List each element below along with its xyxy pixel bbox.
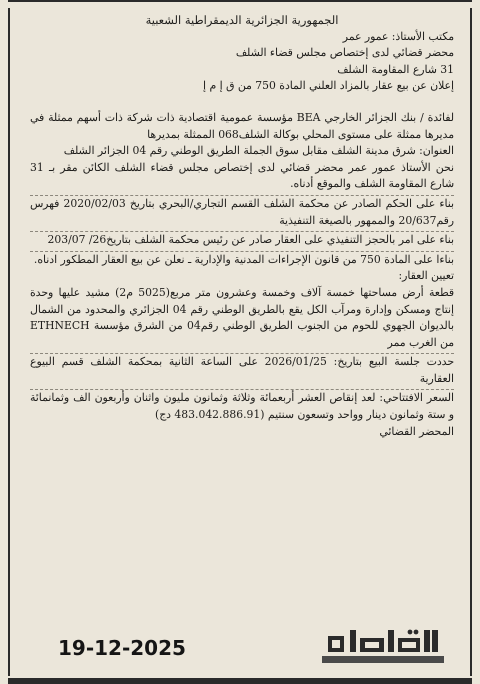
- publication-date: 19-12-2025: [58, 636, 186, 660]
- property-description: قطعة أرض مساحتها خمسة آلاف وخمسة وعشرون متر مربع(5025 م2) مشيد عليها وحدة إنتاج ومسكن وإدارة ومرآب الكل يقع بالطريق الوطني رقم 04 الجزائري والمحدود من الشمال بالديوان الجهوي للحوم من الجنوب الطريق الوطني رقم04 من الشرق مؤسسة ETHNECH من الغرب ممر: [30, 285, 454, 349]
- article-paragraph: بناءا على المادة 750 من قانون الإجراءات المدنية والإدارية ـ نعلن عن بيع العقار المطكور ادناه.: [33, 252, 454, 266]
- bottom-border: [8, 678, 472, 684]
- office-line: مكتب الأستاذ: عمور عمر: [342, 29, 454, 43]
- top-border: [8, 0, 472, 2]
- beneficiary-address: العنوان: شرق مدينة الشلف مقابل سوق الجملة الطريق الوطني رقم 04 الجزائر الشلف: [63, 144, 454, 158]
- spacer: [30, 95, 454, 110]
- session-paragraph: حددت جلسة البيع بتاريخ: 2026/01/25 على الساعة الثانية بمحكمة الشلف قسم البيوع العقارية: [30, 355, 454, 385]
- seizure-order-paragraph: بناء على امر بالحجز التنفيذي على العقار صادر عن رئيس محكمة الشلف بتاريخ26/ 203/07: [47, 233, 454, 247]
- notice-title: إعلان عن بيع عقار بالمزاد العلني المادة 750 من ق إ م إ: [203, 79, 454, 93]
- property-heading: تعيين العقار:: [398, 269, 454, 283]
- auction-notice: [30, 12, 454, 440]
- court-officer-line: محضر قضائي لدى إختصاص مجلس قضاء الشلف: [235, 46, 454, 60]
- officer-paragraph: نحن الأستاذ عمور عمر محضر قضائي لدى إختصاص مجلس قضاء الشلف الكائن مقر بـ 31 شارع المقاومة الشلف والموقع أدناه.: [30, 160, 454, 191]
- judgment-paragraph: بناء على الحكم الصادر عن محكمة الشلف القسم التجاري/البحري بتاريخ 2020/02/03 فهرس رقم20/637 والممهور بالصيغة التنفيذية: [30, 196, 454, 227]
- republic-header: الجمهورية الجزائرية الديمقراطية الشعبية: [145, 13, 339, 27]
- signature: المحضر القضائي: [379, 424, 454, 438]
- newspaper-logo: [322, 626, 444, 668]
- address-line: 31 شارع المقاومة الشلف: [337, 62, 454, 76]
- beneficiary-paragraph: لفائدة / بنك الجزائر الخارجي BEA مؤسسة عمومية اقتصادية ذات شركة ذات أسهم ممثلة في مديرها ممثلة على مستوى المحلي بوكالة الشلف068 الممثلة بمديرها: [30, 110, 454, 141]
- price-paragraph: السعر الافتتاحي: لعد إنقاص العشر أربعمائة وثلاثة وثمانون مليون واثنان وأربعون الف وثمانمائة و ستة وثمانون دينار وواحد وتسعون سنتيم (483.042.886.91 دج): [30, 391, 454, 422]
